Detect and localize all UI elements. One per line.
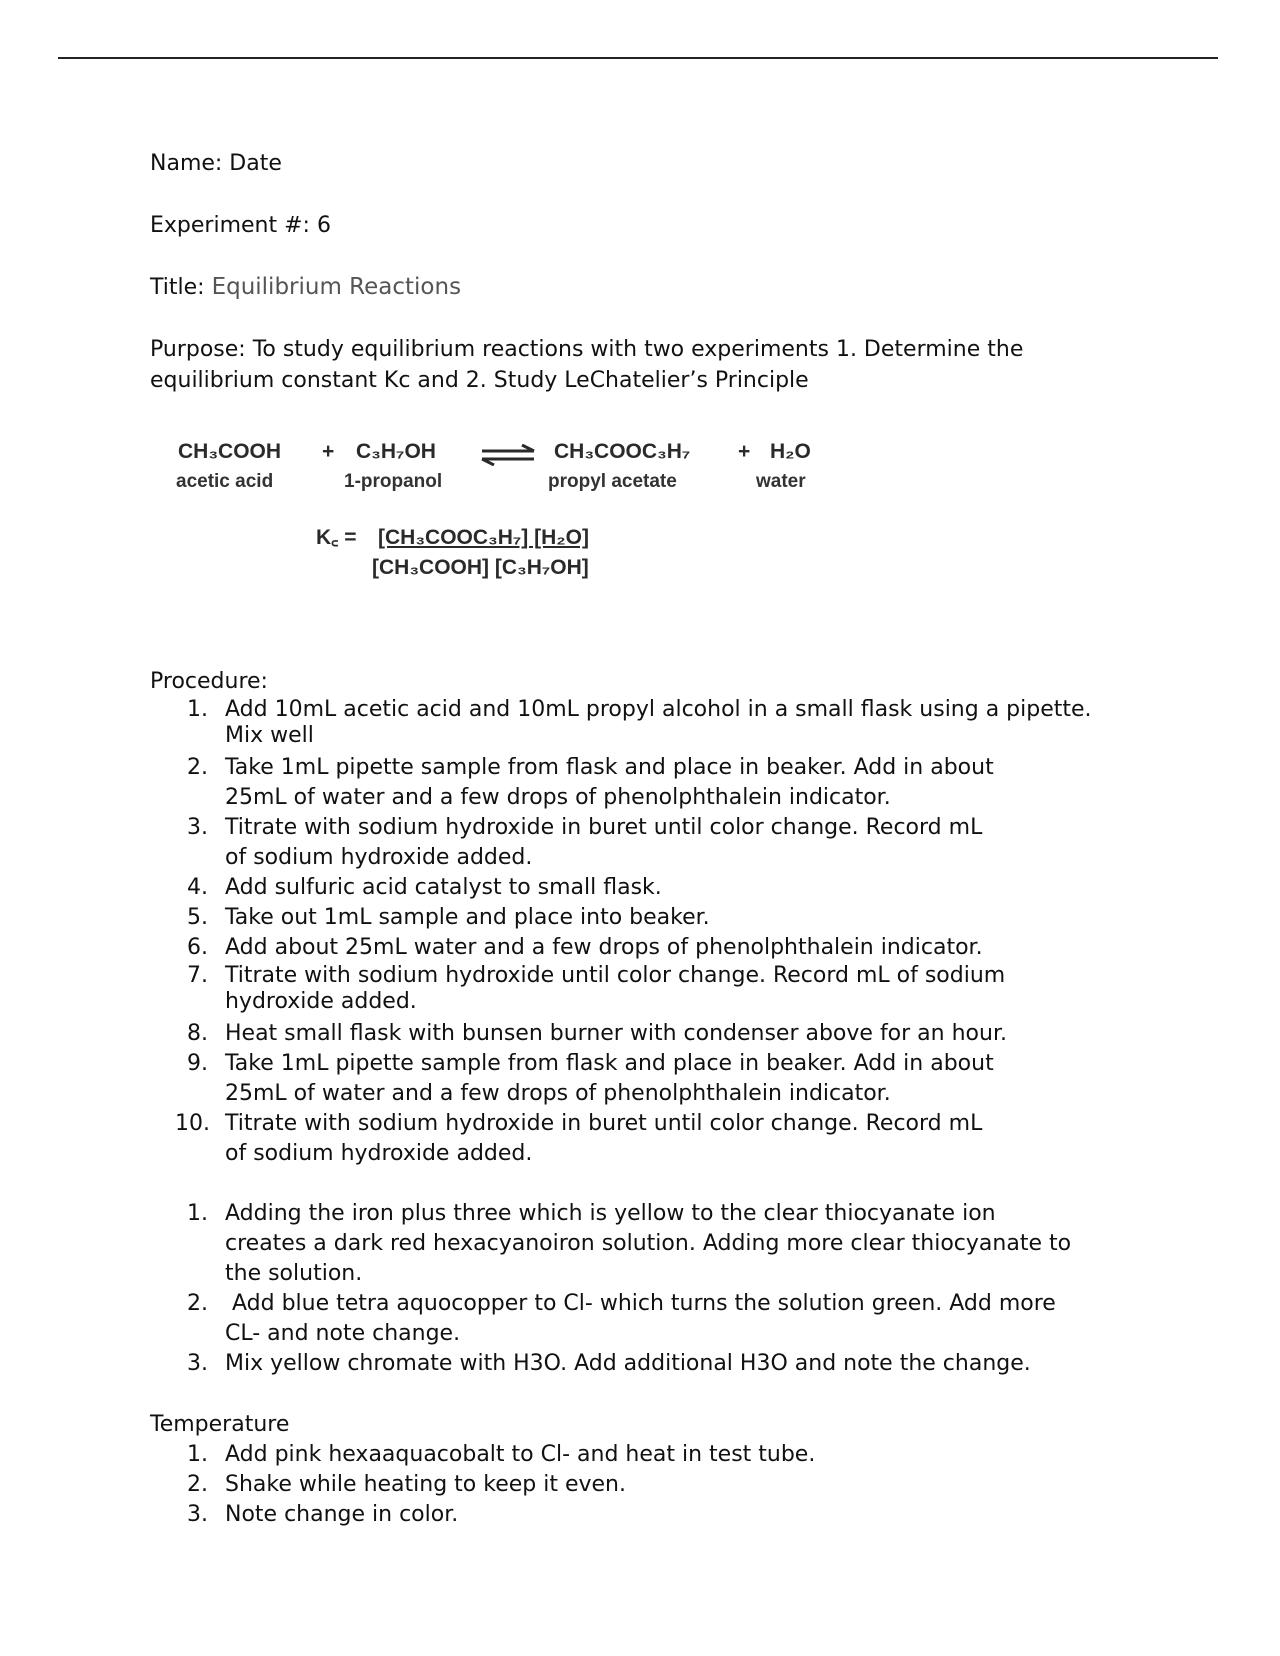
step-number: 2. <box>187 1291 208 1316</box>
step-text: Add about 25mL water and a few drops of phenolphthalein indicator. <box>225 935 983 960</box>
purpose-line-1: Purpose: To study equilibrium reactions with two experiments 1. Determine the <box>150 337 1024 362</box>
formula-acetic-acid: CH₃COOH <box>178 440 282 463</box>
list-item <box>150 753 1150 813</box>
step-text: the solution. <box>225 1261 363 1286</box>
step-number: 8. <box>187 1021 208 1046</box>
step-number: 1. <box>187 1442 208 1467</box>
step-number: 6. <box>187 935 208 960</box>
label-propyl-acetate: propyl acetate <box>548 471 677 492</box>
step-number: 7. <box>187 963 208 988</box>
step-text: 25mL of water and a few drops of phenolphthalein indicator. <box>225 1081 891 1106</box>
step-text: creates a dark red hexacyanoiron solution. Adding more clear thiocyanate to <box>225 1231 1072 1256</box>
step-number: 5. <box>187 905 208 930</box>
step-number: 3. <box>187 1502 208 1527</box>
list-item <box>150 1109 1150 1169</box>
list-item <box>150 873 1150 903</box>
list-item <box>150 963 1150 1019</box>
step-number: 4. <box>187 875 208 900</box>
list-item <box>150 1019 1150 1049</box>
reaction-figure <box>150 436 870 616</box>
procedure-heading: Procedure: <box>150 669 268 694</box>
step-number: 3. <box>187 815 208 840</box>
list-item <box>150 1199 1150 1289</box>
procedure-list <box>150 697 1150 1169</box>
list-item <box>150 1440 1150 1470</box>
formula-plus-2: + <box>738 440 751 463</box>
name-date-line: Name: Date <box>150 151 282 176</box>
spacer <box>150 1379 1150 1409</box>
header-rule <box>58 57 1218 59</box>
step-text: Add blue tetra aquocopper to Cl- which turns the solution green. Add more <box>225 1291 1056 1316</box>
step-text: Titrate with sodium hydroxide in buret until color change. Record mL <box>225 1111 983 1136</box>
step-text: of sodium hydroxide added. <box>225 845 533 870</box>
list-item <box>150 1049 1150 1109</box>
formula-plus-1: + <box>322 440 335 463</box>
step-text: Take 1mL pipette sample from flask and place in beaker. Add in about <box>225 1051 994 1076</box>
step-text: Add pink hexaaquacobalt to Cl- and heat in test tube. <box>225 1442 816 1467</box>
list-item <box>150 1349 1150 1379</box>
step-text: Titrate with sodium hydroxide in buret until color change. Record mL <box>225 815 983 840</box>
list-item <box>150 1289 1150 1349</box>
list-item <box>150 903 1150 933</box>
step-number: 9. <box>187 1051 208 1076</box>
temperature-heading: Temperature <box>150 1412 290 1437</box>
label-acetic-acid: acetic acid <box>176 471 274 492</box>
step-number: 2. <box>187 755 208 780</box>
step-number: 1. <box>187 697 208 722</box>
step-number: 1. <box>187 1201 208 1226</box>
list-item <box>150 813 1150 873</box>
step-text: Mix yellow chromate with H3O. Add additional H3O and note the change. <box>225 1351 1031 1376</box>
kc-denominator: [CH₃COOH] [C₃H₇OH] <box>372 556 589 579</box>
formula-propyl-acetate: CH₃COOC₃H₇ <box>554 440 691 463</box>
step-text: 25mL of water and a few drops of phenolphthalein indicator. <box>225 785 891 810</box>
title-line <box>150 272 1150 303</box>
formula-water: H₂O <box>770 440 811 463</box>
step-text: Add 10mL acetic acid and 10mL propyl alcohol in a small flask using a pipette. <box>225 697 1092 722</box>
step-text: Heat small flask with bunsen burner with condenser above for an hour. <box>225 1021 1007 1046</box>
step-text: Titrate with sodium hydroxide until color change. Record mL of sodium <box>225 963 1006 988</box>
list-item <box>150 1470 1150 1500</box>
step-number: 3. <box>187 1351 208 1376</box>
purpose-line-2: equilibrium constant Kc and 2. Study LeChatelier’s Principle <box>150 368 809 393</box>
title-label: Title: <box>150 275 205 300</box>
step-text: Add sulfuric acid catalyst to small flask. <box>225 875 662 900</box>
purpose-paragraph <box>150 334 1150 396</box>
step-text: hydroxide added. <box>225 989 417 1014</box>
spacer <box>150 1169 1150 1199</box>
formula-propanol: C₃H₇OH <box>356 440 436 463</box>
list-item <box>150 1500 1150 1530</box>
lechatelier-list <box>150 1199 1150 1379</box>
kc-numerator: [CH₃COOC₃H₇] [H₂O] <box>378 526 589 549</box>
step-text: Shake while heating to keep it even. <box>225 1472 626 1497</box>
step-text: Mix well <box>225 723 314 748</box>
step-text: CL- and note change. <box>225 1321 461 1346</box>
step-text: Take out 1mL sample and place into beaker. <box>225 905 710 930</box>
step-text: Adding the iron plus three which is yellow to the clear thiocyanate ion <box>225 1201 996 1226</box>
list-item <box>150 697 1150 753</box>
step-text: of sodium hydroxide added. <box>225 1141 533 1166</box>
equilibrium-arrow-icon <box>478 444 538 466</box>
step-number: 2. <box>187 1472 208 1497</box>
step-number: 10. <box>175 1111 210 1136</box>
label-propanol: 1-propanol <box>344 471 443 492</box>
label-water: water <box>756 471 806 492</box>
step-text: Note change in color. <box>225 1502 459 1527</box>
title-value: Equilibrium Reactions <box>211 274 462 300</box>
kc-symbol: K꜀ = <box>316 526 357 549</box>
temperature-list <box>150 1440 1150 1530</box>
experiment-number-line: Experiment #: 6 <box>150 213 331 238</box>
list-item <box>150 933 1150 963</box>
step-text: Take 1mL pipette sample from flask and place in beaker. Add in about <box>225 755 994 780</box>
document-body <box>150 148 1150 1530</box>
